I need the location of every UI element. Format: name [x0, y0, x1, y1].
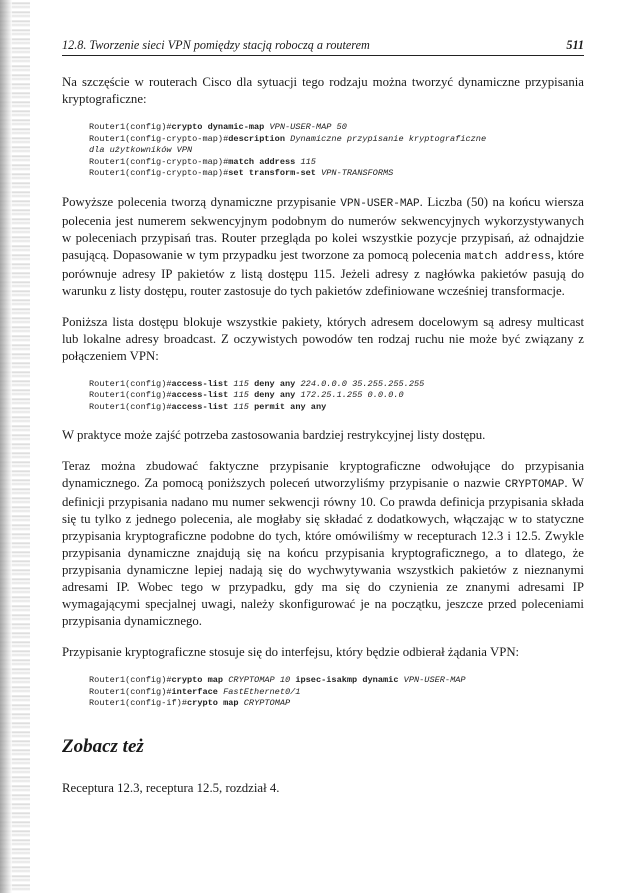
code-prompt: Router1(config)#	[89, 401, 172, 412]
text-run: Teraz można zbudować faktyczne przypisanie kryptograficzne odwołujące do przypisania dynamicznego. Za pomocą poniższych poleceń utworzyliśmy przypisanie o nazwie	[62, 459, 584, 490]
code-prompt: Router1(config)#	[89, 378, 172, 389]
text-run: . W definicji przypisania nadano mu numer sekwencji równy 10. Co prawda definicja przypisania składa się tu tylko z jednego polecenia, ale mogłaby się składać z dodatkowych, włączając w to statyczne przypisania kryptograficzne podobne do tych, które omówiliśmy w recepturach 12.3 i 12.5. Zwykle przypisania dynamiczne znajdują się na końcu przypisania kryptograficznego, a to dlatego, że przypisania dynamiczne lepiej nadają się do wychwytywania wszystkich pakietów z nieznanymi adresami IP. Wobec tego w przypadku, gdy ma się do czynienia ze znanymi adresami IP wymagającymi specjalnej uwagi, należy skonfigurować je na początku, jeszcze przed poleceniami przypisania dynamicznego.	[62, 476, 584, 628]
code-cmd: match address	[228, 156, 296, 167]
paragraph-crypto-map	[62, 458, 584, 630]
code-cmd: access-list	[171, 390, 229, 400]
code-cmd: set transform-set	[228, 168, 316, 178]
code-line	[89, 379, 584, 391]
code-block-access-list	[89, 379, 584, 414]
code-prompt: Router1(config)#	[89, 390, 172, 400]
text-run: . Liczba (50) na końcu wiersza polecenia jest numerem sekwencyjnym podobnym do numerów sekwencyjnych wykorzystywanych w poleceniach przypisań tras. Router przegląda po kolei wszystkie pozycje przypisań, aż odnajdzie pasującą. Dopasowanie w tym przypadku jest tworzone za pomocą polecenia	[62, 194, 584, 262]
code-prompt: Router1(config-if)#	[89, 698, 187, 708]
code-block-dynamic-map	[89, 122, 584, 180]
code-arg: Dynamiczne przypisanie kryptograficzne	[290, 133, 487, 144]
code-prompt: Router1(config)#	[89, 122, 172, 132]
inline-code: CRYPTOMAP	[504, 479, 565, 491]
code-arg2: 172.25.1.255 0.0.0.0	[300, 390, 404, 400]
code-cmd: access-list	[171, 378, 229, 389]
section-title: 12.8. Tworzenie sieci VPN pomiędzy stacją roboczą a routerem	[62, 38, 370, 52]
paragraph-intro: Na szczęście w routerach Cisco dla sytuacji tego rodzaju można tworzyć dynamiczne przypisania kryptograficzne:	[62, 75, 584, 106]
inline-code: VPN-USER-MAP	[340, 197, 420, 210]
paragraph-access-list: Poniższa lista dostępu blokuje wszystkie pakiety, których adresem docelowym są adresy multicast lub lokalne adresy broadcast. Z oczywistych powodów ten rodzaj ruchu nie może być związany z połączeniem VPN:	[62, 314, 584, 363]
paragraph-explanation	[62, 194, 584, 300]
code-cmd: access-list	[171, 401, 229, 412]
text-run: , które porównuje adresy IP pakietów z listą dostępu 115. Jeżeli adresy z nagłówka pakietów pasują do warunku z listy dostępu, router zastosuje do tych pakietów zdefiniowane wcześniej transformacje.	[62, 247, 584, 298]
code-prompt: Router1(config-crypto-map)#	[89, 168, 229, 178]
code-arg: CRYPTOMAP	[243, 698, 291, 708]
code-cmd: description	[228, 133, 285, 144]
code-arg: VPN-USER-MAP 50	[269, 122, 347, 132]
running-header	[62, 38, 584, 56]
code-line	[89, 687, 584, 699]
code-cmd: interface	[171, 686, 218, 697]
code-line	[89, 168, 584, 180]
code-arg: 115	[233, 378, 249, 389]
code-arg2: 224.0.0.0 35.255.255.255	[300, 378, 425, 389]
code-cmd2: deny any	[254, 390, 296, 400]
code-prompt: Router1(config-crypto-map)#	[89, 133, 229, 144]
see-also-text: Receptura 12.3, receptura 12.5, rozdział 4.	[62, 780, 280, 795]
code-arg2: VPN-USER-MAP	[403, 675, 466, 685]
text-run: Powyższe polecenia tworzą dynamiczne przypisanie	[62, 194, 341, 209]
code-line	[89, 145, 584, 157]
inline-code: match address	[464, 250, 551, 263]
code-cmd: crypto map	[187, 698, 239, 708]
code-cmd: crypto map	[171, 675, 224, 685]
code-arg: dla użytkowników VPN	[89, 145, 193, 155]
code-cmd2: permit any any	[254, 401, 327, 412]
book-binding-shadow	[0, 0, 30, 893]
code-prompt: Router1(config)#	[89, 686, 172, 697]
code-line	[89, 402, 584, 414]
paragraph-practice: W praktyce może zajść potrzeba zastosowania bardziej restrykcyjnej listy dostępu.	[62, 428, 486, 442]
code-line	[89, 157, 584, 169]
code-cmd2: ipsec-isakmp dynamic	[295, 675, 399, 685]
code-arg: 115	[300, 156, 316, 167]
code-arg: FastEthernet0/1	[223, 686, 301, 697]
code-prompt: Router1(config)#	[89, 675, 172, 685]
see-also-heading: Zobacz też	[62, 735, 144, 757]
code-prompt: Router1(config-crypto-map)#	[89, 156, 229, 167]
code-block-interface	[89, 675, 584, 710]
code-arg: CRYPTOMAP 10	[228, 675, 291, 685]
document-page	[62, 38, 584, 797]
code-line	[89, 698, 584, 710]
code-cmd: crypto dynamic-map	[171, 122, 265, 132]
code-arg: VPN-TRANSFORMS	[321, 168, 394, 178]
code-arg: 115	[233, 390, 249, 400]
code-line	[89, 134, 584, 146]
code-arg: 115	[233, 401, 249, 412]
paragraph-interface: Przypisanie kryptograficzne stosuje się do interfejsu, który będzie odbierał żądania VPN:	[62, 645, 520, 659]
code-line	[89, 675, 584, 687]
code-line	[89, 122, 584, 134]
page-number: 511	[566, 38, 584, 52]
code-line	[89, 390, 584, 402]
code-cmd2: deny any	[254, 378, 296, 389]
